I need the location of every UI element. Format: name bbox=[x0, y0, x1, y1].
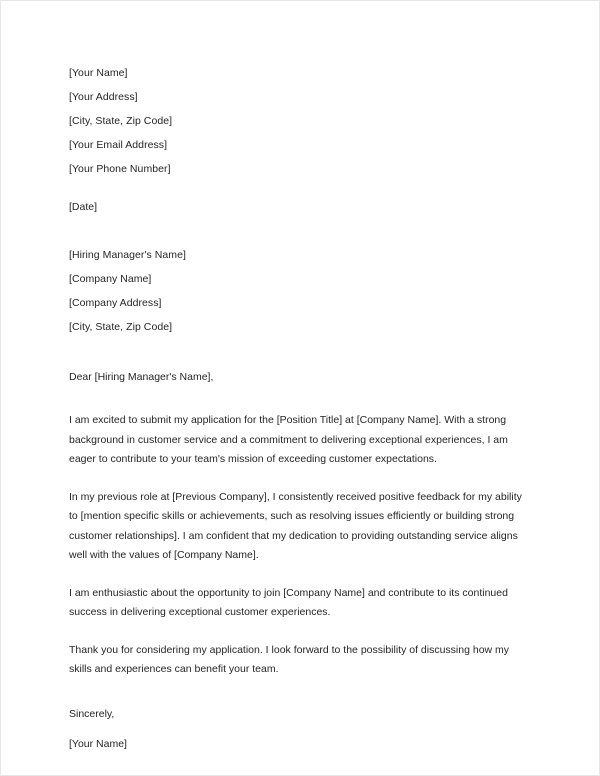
body-paragraph: In my previous role at [Previous Company], I consistently received positive feedback for my ability to [mention specific skills or achievements, such as resolving issues efficiently or building strong customer relationships]. I am confident that my dedication to providing outstanding service aligns well with the values of [Company Name]. bbox=[69, 490, 522, 561]
letter-body-paragraphs bbox=[69, 411, 531, 680]
recipient-address-block bbox=[69, 243, 531, 339]
body-paragraph: I am excited to submit my application for the [Position Title] at [Company Name]. With a strong background in customer service and a commitment to delivering exceptional experiences, I am eager to contribute to your team's mission of exceeding customer expectations. bbox=[69, 414, 508, 465]
sender-phone: [Your Phone Number] bbox=[69, 163, 171, 175]
sender-city-state-zip: [City, State, Zip Code] bbox=[69, 115, 173, 127]
valediction: Sincerely, bbox=[69, 707, 115, 720]
sender-street-address: [Your Address] bbox=[69, 91, 138, 103]
sender-address-block bbox=[69, 61, 531, 181]
closing-block bbox=[69, 702, 531, 756]
letter-date: [Date] bbox=[69, 201, 98, 213]
cover-letter-body bbox=[69, 61, 531, 756]
recipient-company-name: [Company Name] bbox=[69, 273, 152, 285]
salutation: Dear [Hiring Manager's Name], bbox=[69, 371, 214, 383]
recipient-city-state-zip: [City, State, Zip Code] bbox=[69, 321, 173, 333]
signature-name: [Your Name] bbox=[69, 737, 127, 750]
sender-name: [Your Name] bbox=[69, 67, 128, 79]
body-paragraph: Thank you for considering my application. I look forward to the possibility of discussing how my skills and experiences can benefit your team. bbox=[69, 643, 510, 675]
recipient-name: [Hiring Manager's Name] bbox=[69, 249, 186, 261]
recipient-company-address: [Company Address] bbox=[69, 297, 162, 309]
sender-email: [Your Email Address] bbox=[69, 139, 168, 151]
body-paragraph: I am enthusiastic about the opportunity to join [Company Name] and contribute to its continued success in delivering exceptional customer experiences. bbox=[69, 586, 508, 618]
